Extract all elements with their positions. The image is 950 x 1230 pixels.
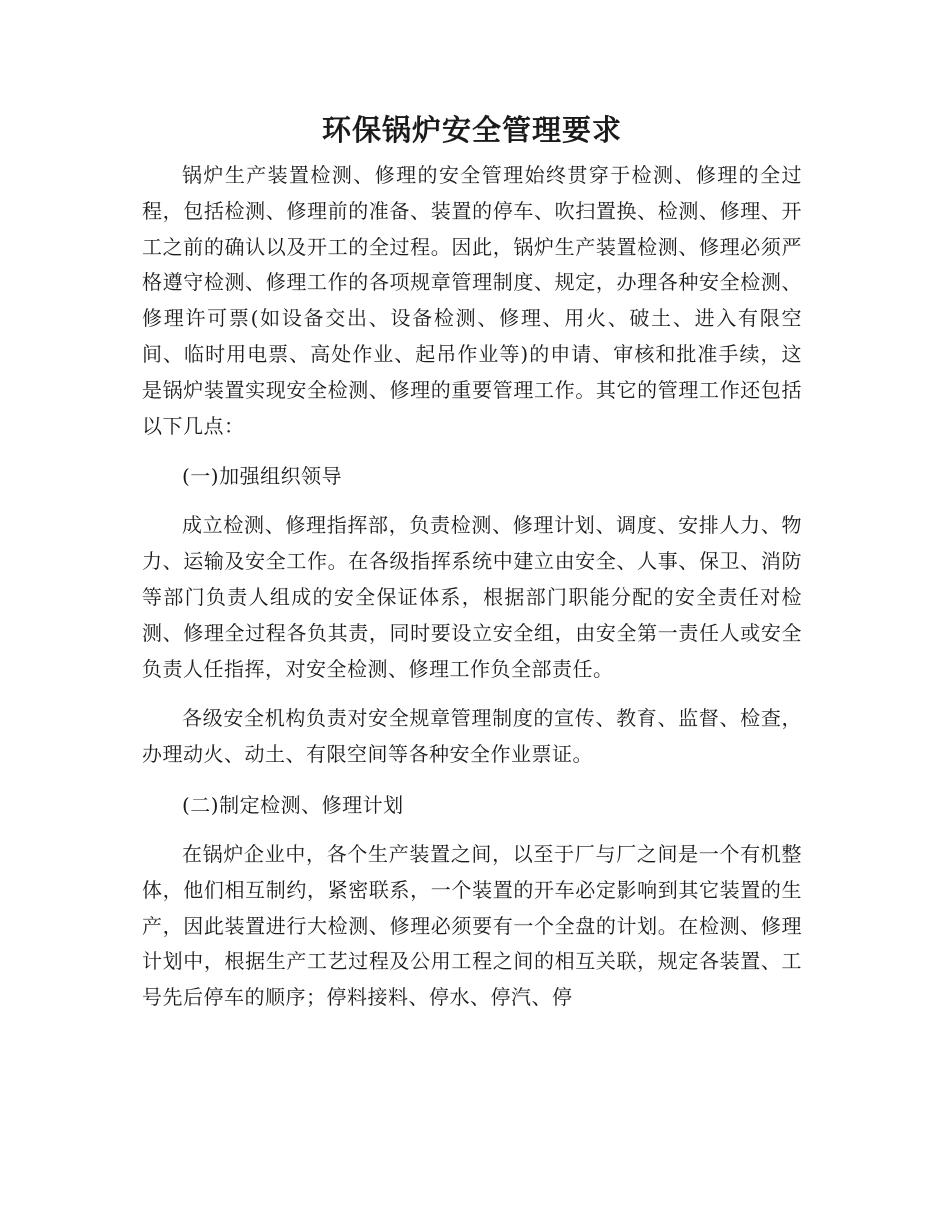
document-title: 环保锅炉安全管理要求 xyxy=(321,113,622,147)
document-page xyxy=(142,108,802,1016)
paragraph-intro: 锅炉生产装置检测、修理的安全管理始终贯穿于检测、修理的全过程，包括检测、修理前的准备、装置的停车、吹扫置换、检测、修理、开工之前的确认以及开工的全过程。因此，锅炉生产装置检测、修理必须严格遵守检测、修理工作的各项规章管理制度、规定，办理各种安全检测、修理许可票(如设备交出、设备检测、修理、用火、破土、进入有限空间、临时用电票、高处作业、起吊作业等)的申请、审核和批准手续，这是锅炉装置实现安全检测、修理的重要管理工作。其它的管理工作还包括以下几点： xyxy=(142,163,802,438)
section-heading-1: (一)加强组织领导 xyxy=(182,464,343,489)
section-heading-2: (二)制定检测、修理计划 xyxy=(182,792,404,817)
paragraph-organization: 成立检测、修理指挥部，负责检测、修理计划、调度、安排人力、物力、运输及安全工作。在各级指挥系统中建立由安全、人事、保卫、消防等部门负责人组成的安全保证体系，根据部门职能分配的安全责任对检测、修理全过程各负其责，同时要设立安全组，由安全第一责任人或安全负责人任指挥，对安全检测、修理工作负全部责任。 xyxy=(142,513,802,681)
paragraph-plan: 在锅炉企业中，各个生产装置之间，以至于厂与厂之间是一个有机整体，他们相互制约，紧密联系，一个装置的开车必定影响到其它装置的生产，因此装置进行大检测、修理必须要有一个全盘的计划。在检测、修理计划中，根据生产工艺过程及公用工程之间的相互关联，规定各装置、工号先后停车的顺序；停料接料、停水、停汽、停 xyxy=(142,841,802,1010)
paragraph-safety-agencies: 各级安全机构负责对安全规章管理制度的宣传、教育、监督、检查，办理动火、动土、有限空间等各种安全作业票证。 xyxy=(142,706,802,767)
